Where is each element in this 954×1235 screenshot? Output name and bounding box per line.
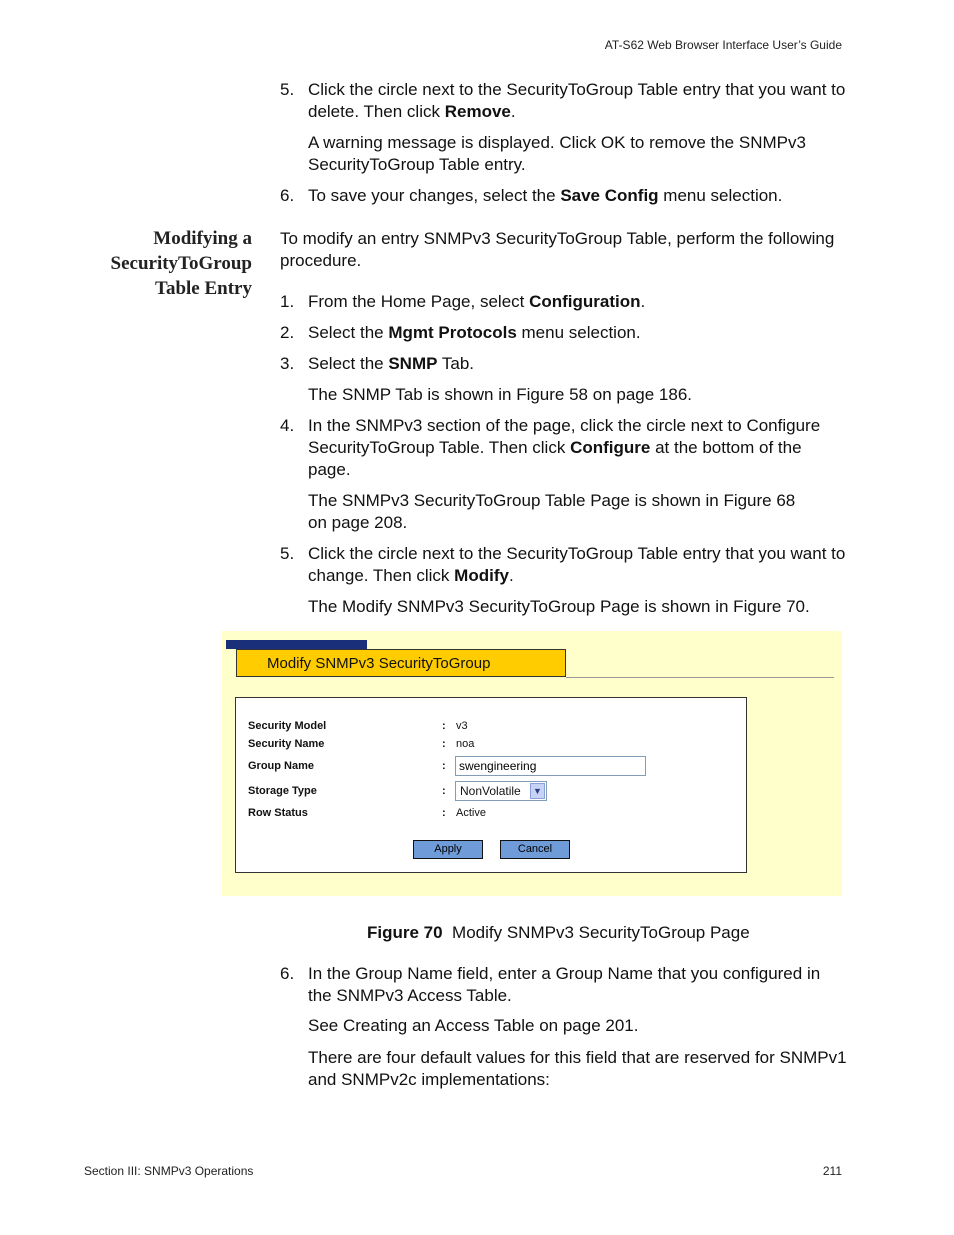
step-4: 4. In the SNMPv3 section of the page, click the circle next to Configure SecurityToGroup Table. Then click Configure at the bottom of the page. [280,416,821,479]
step-3-note: The SNMP Tab is shown in Figure 58 on page 186. [308,385,692,404]
apply-button[interactable]: Apply [413,840,483,859]
warning-note: A warning message is displayed. Click OK to remove the SNMPv3 SecurityToGroup Table entry. [308,133,806,174]
step-5-remove: 5. Click the circle next to the SecurityToGroup Table entry that you want to delete. Then click Remove. [280,80,846,121]
step-2: 2. Select the Mgmt Protocols menu selection. [280,323,641,342]
title-rule [566,677,834,678]
colon: : [442,785,446,797]
chevron-down-icon[interactable]: ▼ [530,783,545,799]
step-6-save: 6. To save your changes, select the Save Config menu selection. [280,186,783,205]
figure-title-bar: Modify SNMPv3 SecurityToGroup [236,649,566,677]
section-heading: Modifying a SecurityToGroup Table Entry [110,228,252,299]
security-model-label: Security Model [248,720,327,732]
running-header: AT-S62 Web Browser Interface User’s Guide [604,38,842,52]
colon: : [442,807,446,819]
step-5-note: The Modify SNMPv3 SecurityToGroup Page is shown in Figure 70. [308,597,810,616]
figure-number: Figure 70 [367,923,443,942]
step-number: 5. [280,80,295,99]
colon: : [442,720,446,732]
row-status-value: Active [456,807,486,819]
colon: : [442,760,446,772]
step-4-note: The SNMPv3 SecurityToGroup Table Page is shown in Figure 68 on page 208. [308,491,796,532]
group-name-label: Group Name [248,760,315,772]
storage-type-label: Storage Type [248,785,317,797]
panel-tab-strip [226,640,367,649]
group-name-input[interactable] [455,756,646,776]
step-6-group-name: 6. In the Group Name field, enter a Group Name that you configured in the SNMPv3 Access Table. [280,964,821,1005]
row-status-label: Row Status [248,807,308,819]
step-6-note-defaults: There are four default values for this field that are reserved for SNMPv1 and SNMPv2c implementations: [308,1048,847,1089]
page-number: 211 [822,1164,842,1178]
step-5-modify: 5. Click the circle next to the SecurityToGroup Table entry that you want to change. Then click Modify. [280,544,846,585]
step-number: 6. [280,186,295,205]
colon: : [442,738,446,750]
figure-caption: Figure 70 Modify SNMPv3 SecurityToGroup Page [367,923,750,942]
footer-section: Section III: SNMPv3 Operations [84,1164,254,1178]
storage-type-select[interactable] [455,781,547,801]
step-1: 1. From the Home Page, select Configuration. [280,292,646,311]
storage-type-value: NonVolatile [460,784,521,798]
security-name-value: noa [456,738,475,750]
security-model-value: v3 [456,720,468,732]
step-6-note-see: See Creating an Access Table on page 201. [308,1016,639,1035]
step-3: 3. Select the SNMP Tab. [280,354,475,373]
section-intro: To modify an entry SNMPv3 SecurityToGroup Table, perform the following procedure. [280,229,835,270]
cancel-button[interactable]: Cancel [500,840,570,859]
security-name-label: Security Name [248,738,325,750]
